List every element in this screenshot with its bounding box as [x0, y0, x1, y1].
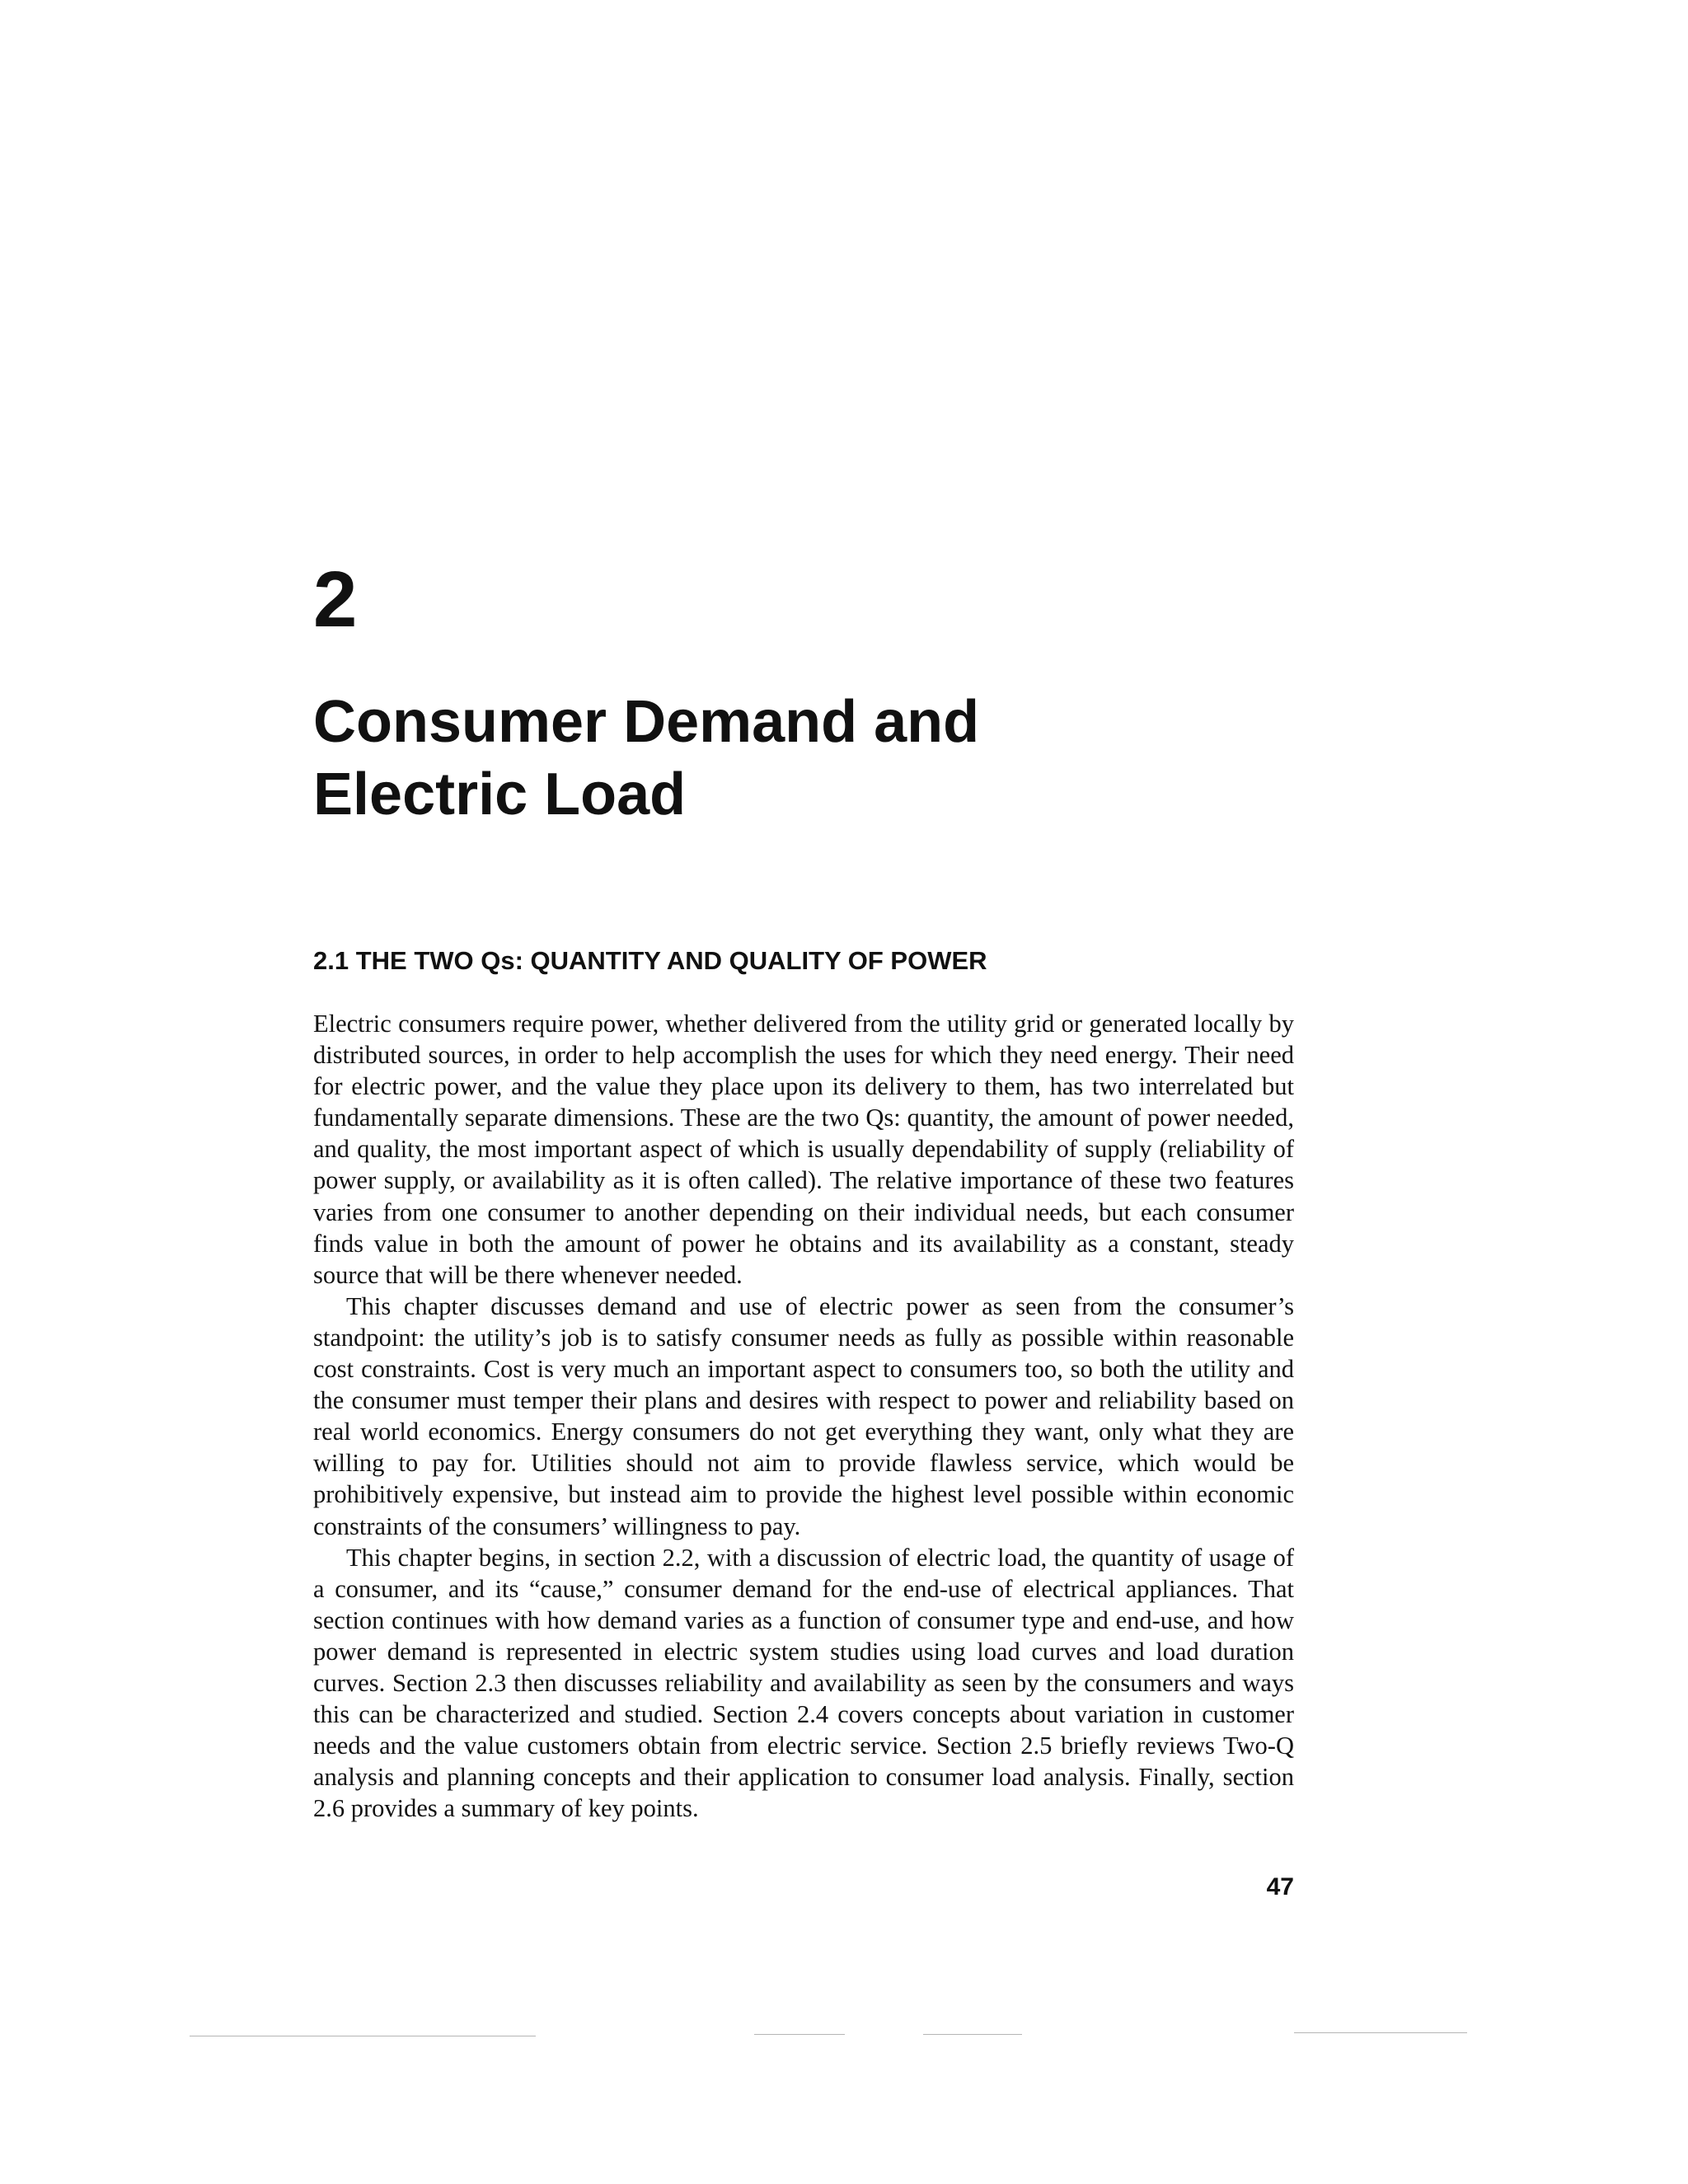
scan-artifact-line — [1294, 2032, 1467, 2033]
chapter-number: 2 — [313, 555, 358, 644]
paragraph-3: This chapter begins, in section 2.2, with a discussion of electric load, the quantity of usage of a consumer, and its “cause,” consumer demand for the end-use of electrical appliances. That section continues with how demand varies as a function of consumer type and end-use, and how power demand is represented in electric system studies using load curves and load duration curves. Section 2.3 then discusses reliability and availability as seen by the consumers and ways this can be characterized and studied. Section 2.4 covers concepts about variation in customer needs and the value customers obtain from electric service. Section 2.5 briefly reviews Two-Q analysis and planning concepts and their application to consumer load analysis. Finally, section 2.6 provides a summary of key points. — [313, 1543, 1294, 1823]
section-heading: 2.1 THE TWO Qs: QUANTITY AND QUALITY OF POWER — [313, 946, 987, 975]
paragraph-2: This chapter discusses demand and use of electric power as seen from the consumer’s standpoint: the utility’s job is to satisfy consumer needs as fully as possible within reasonable cost constraints. Cost is very much an important aspect to consumers too, so both the utility and the consumer must temper their plans and desires with respect to power and reliability based on real world economics. Energy consumers do not get everything they want, only what they are willing to pay for. Utilities should not aim to provide flawless service, which would be prohibitively expensive, but instead aim to provide the highest level possible within economic constraints of the consumers’ willingness to pay. — [313, 1291, 1294, 1540]
chapter-title — [313, 686, 979, 831]
scan-artifact-line — [754, 2034, 845, 2035]
scan-artifact-line — [923, 2034, 1022, 2035]
chapter-title-line-1: Consumer Demand and — [313, 689, 980, 755]
paragraph-1: Electric consumers require power, whether delivered from the utility grid or generated locally by distributed sources, in order to help accomplish the uses for which they need energy. Their need for electric power, and the value they place upon its delivery to them, has two interrelated but fundamentally separate dimensions. These are the two Qs: quantity, the amount of power needed, and quality, the most important aspect of which is usually dependability of supply (reliability of power supply, or availability as it is often called). The relative importance of these two features varies from one consumer to another depending on their individual needs, but each consumer finds value in both the amount of power he obtains and its availability as a constant, steady source that will be there whenever needed. — [313, 1010, 1294, 1289]
chapter-title-line-2: Electric Load — [313, 762, 687, 827]
page-number: 47 — [1266, 1873, 1294, 1900]
section-body — [313, 1008, 1294, 1824]
